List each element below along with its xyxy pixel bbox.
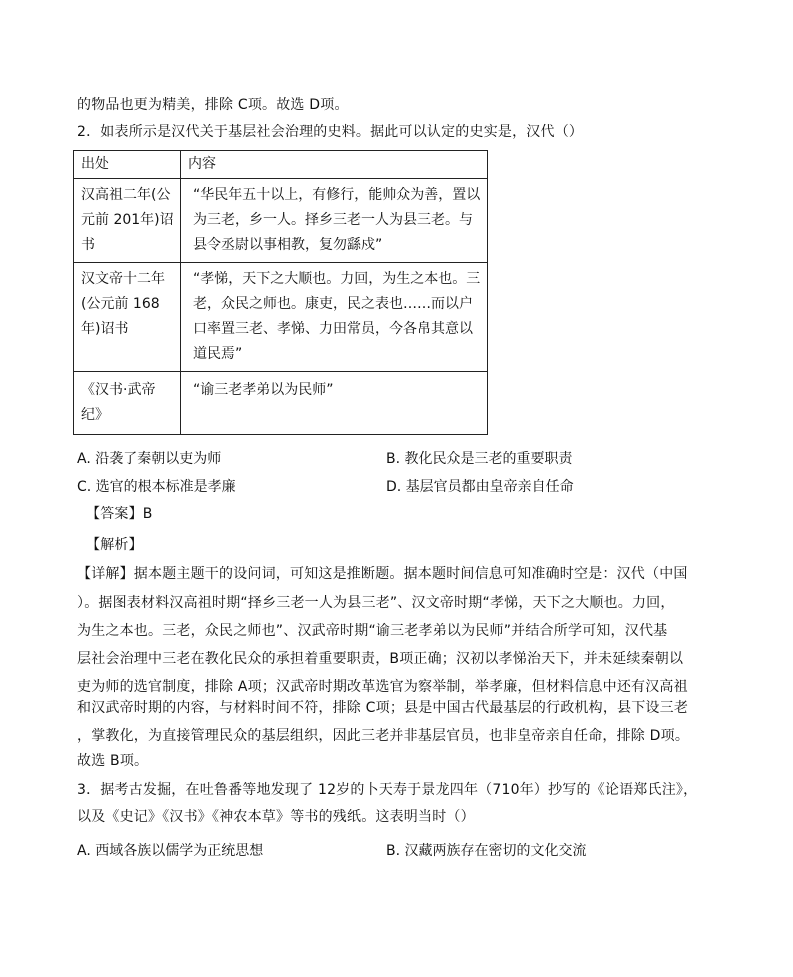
- source-table: [73, 150, 488, 435]
- question-2-stem: 2．如表所示是汉代关于基层社会治理的史料。据此可以认定的史实是，汉代（）: [77, 124, 584, 140]
- detail-line: 故选 B项。: [77, 753, 149, 769]
- row-content: “谕三老孝弟以为民师”: [181, 372, 488, 435]
- detail-line: 层社会治理中三老在教化民众的承担着重要职责，B项正确；汉初以孝悌治天下，并未延续秦朝以: [77, 651, 684, 667]
- detail-line: 和汉武帝时期的内容，与材料时间不符，排除 C项；县是中国古代最基层的行政机构，县下设三老: [77, 700, 689, 716]
- row-content: “孝悌，天下之大顺也。力回，为生之本也。三老，众民之师也。康吏，民之表也……而以户口率置三老、孝悌、力田常员，今各帛其意以道民焉”: [181, 263, 488, 372]
- detail-line: 吏为师的选官制度，排除 A项；汉武帝时期改革选官为察举制，举孝廉，但材料信息中还有汉高祖: [77, 679, 688, 695]
- row-source: 汉高祖二年(公元前 201年)诏书: [74, 179, 181, 263]
- row-source: 汉文帝十二年(公元前 168年)诏书: [74, 263, 181, 372]
- option-c: C. 选官的根本标准是孝廉: [77, 479, 236, 495]
- answer-label: 【答案】B: [86, 506, 153, 522]
- question-3-stem: 3．据考古发掘，在吐鲁番等地发现了 12岁的卜天寿于景龙四年（710年）抄写的《论语郑氏注》，: [77, 782, 698, 798]
- header-source: 出处: [74, 151, 181, 179]
- option-b: B. 教化民众是三老的重要职责: [386, 451, 573, 467]
- row-source: 《汉书·武帝纪》: [74, 372, 181, 435]
- analysis-label: 【解析】: [86, 537, 143, 553]
- detail-line: 为生之本也。三老，众民之师也”、汉武帝时期“谕三老孝弟以为民师”并结合所学可知，汉代基: [77, 623, 668, 639]
- table-row: [74, 263, 488, 372]
- header-content: 内容: [181, 151, 488, 179]
- table-row: [74, 179, 488, 263]
- option-d: D. 基层官员都由皇帝亲自任命: [386, 479, 574, 495]
- option-a: A. 沿袭了秦朝以吏为师: [77, 451, 222, 467]
- previous-answer-tail: 的物品也更为精美，排除 C项。故选 D项。: [77, 97, 349, 113]
- detail-line: ）。据图表材料汉高祖时期“择乡三老一人为县三老”、汉文帝时期“孝悌，天下之大顺也。力回，: [77, 595, 675, 611]
- row-content: “华民年五十以上，有修行，能帅众为善，置以为三老，乡一人。择乡三老一人为县三老。与县令丞尉以事相教，复勿繇戍”: [181, 179, 488, 263]
- table-header-row: [74, 151, 488, 179]
- detail-line: 【详解】据本题主题干的设问词，可知这是推断题。据本题时间信息可知准确时空是：汉代（中国: [77, 566, 688, 582]
- detail-line: ，掌教化，为直接管理民众的基层组织，因此三老并非基层官员，也非皇帝亲自任命，排除 D项。: [77, 728, 690, 744]
- option-b: B. 汉藏两族存在密切的文化交流: [386, 843, 587, 859]
- option-a: A. 西域各族以儒学为正统思想: [77, 843, 264, 859]
- table-row: [74, 372, 488, 435]
- question-3-stem: 以及《史记》《汉书》《神农本草》等书的残纸。这表明当时（）: [77, 809, 475, 825]
